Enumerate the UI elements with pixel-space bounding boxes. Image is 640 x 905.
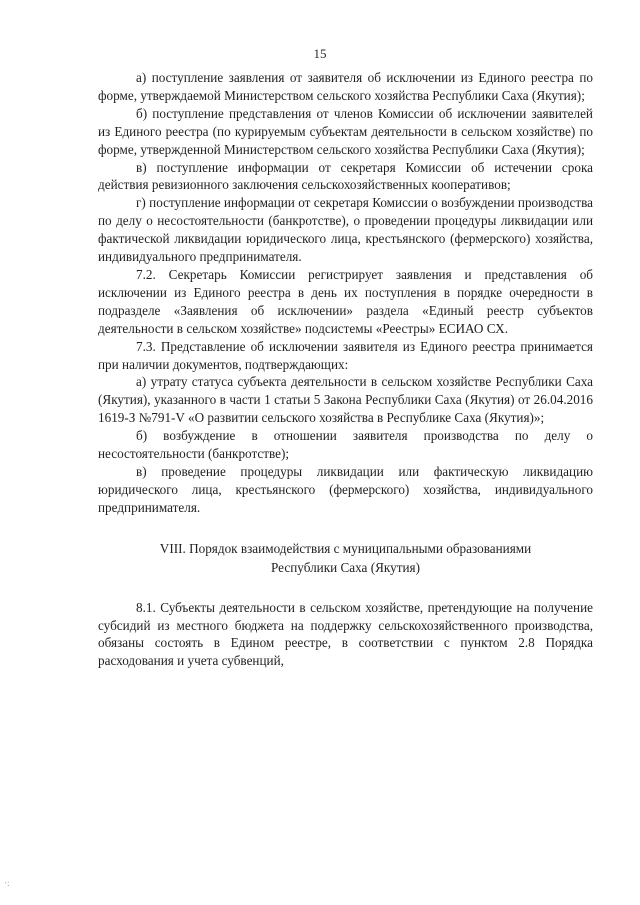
paragraph-8-1: 8.1. Субъекты деятельности в сельском хозяйстве, претендующие на получение субсидий из местного бюджета на поддержку сельскохозяйственного производства, обязаны состоять в Едином реестре, в соответствии с пунктом 2.8 Порядка расходования и учета субвенций, bbox=[98, 599, 593, 669]
edge-scan-mark: ·: bbox=[4, 878, 10, 888]
paragraph-7-1-v: в) поступление информации от секретаря Комиссии об истечении срока действия ревизионного заключения сельскохозяйственных кооперативов; bbox=[98, 159, 593, 193]
paragraph-7-3: 7.3. Представление об исключении заявителя из Единого реестра принимается при наличии документов, подтверждающих: bbox=[98, 338, 593, 372]
body-text bbox=[98, 69, 593, 670]
paragraph-7-1-b: б) поступление представления от членов Комиссии об исключении заявителей из Единого реестра (по курируемым субъектам деятельности в сельском хозяйстве) по форме, утвержденной Министерством сельского хозяйства Республики Саха (Якутия); bbox=[98, 105, 593, 157]
paragraph-7-3-a: а) утрату статуса субъекта деятельности в сельском хозяйстве Республики Саха (Якутия), указанного в части 1 статьи 5 Закона Республики Саха (Якутия) от 26.04.2016 1619-З №791-V «О развитии сельского хозяйства в Республике Саха (Якутия)»; bbox=[98, 374, 593, 426]
paragraph-7-2: 7.2. Секретарь Комиссии регистрирует заявления и представления об исключении из Единого реестра в день их поступления в порядке очередности в подразделе «Заявления об исключении» раздела «Единый реестр субъектов деятельности в сельском хозяйстве» подсистемы «Реестры» ЕСИАО СХ. bbox=[98, 266, 593, 336]
paragraph-7-3-v: в) проведение процедуры ликвидации или фактическую ликвидацию юридического лица, крестьянского (фермерского) хозяйства, индивидуального предпринимателя. bbox=[98, 463, 593, 515]
section-heading bbox=[98, 539, 593, 577]
paragraph-7-3-b: б) возбуждение в отношении заявителя производства по делу о несостоятельности (банкротстве); bbox=[98, 428, 593, 462]
paragraph-7-1-g: г) поступление информации от секретаря Комиссии о возбуждении производства по делу о несостоятельности (банкротстве), о проведении процедуры ликвидации или фактической ликвидации юридического лица, крестьянского (фермерского) хозяйства, индивидуального предпринимателя. bbox=[98, 195, 593, 265]
section-heading-line-1: VIII. Порядок взаимодействия с муниципальными образованиями bbox=[159, 540, 532, 556]
paragraph-7-1-a: а) поступление заявления от заявителя об исключении из Единого реестра по форме, утверждаемой Министерством сельского хозяйства Республики Саха (Якутия); bbox=[98, 70, 593, 103]
section-heading-line-2: Республики Саха (Якутия) bbox=[271, 559, 420, 575]
page-number: 15 bbox=[313, 46, 327, 61]
